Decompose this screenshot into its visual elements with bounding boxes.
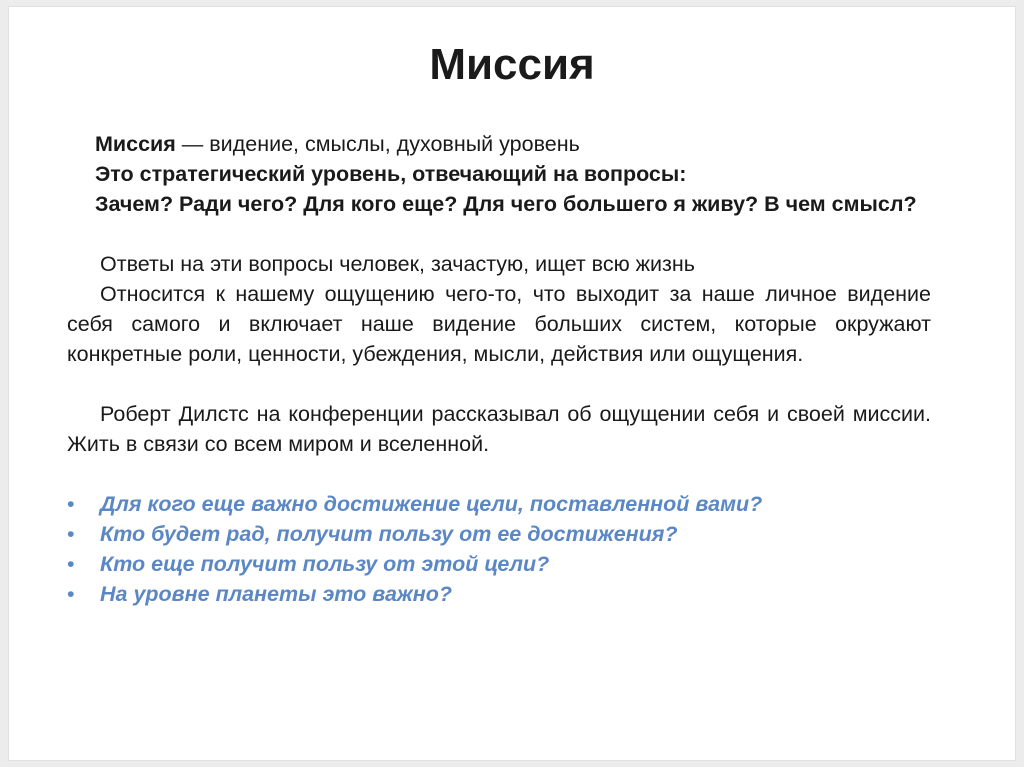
- bullet-icon: •: [67, 582, 75, 606]
- answers-paragraph: Ответы на эти вопросы человек, зачастую, ищет всю жизнь: [100, 252, 695, 276]
- dilts-paragraph: Роберт Дилстс на конференции рассказывал об ощущении себя и своей миссии. Жить в связи со всем миром и вселенной.: [67, 402, 931, 456]
- slide-title: Миссия: [429, 40, 595, 89]
- mission-definition-text: — видение, смыслы, духовный уровень: [175, 132, 580, 156]
- spacer: [67, 219, 931, 249]
- mission-term: Миссия: [95, 132, 176, 156]
- question-text: На уровне планеты это важно?: [100, 582, 452, 606]
- question-item: [67, 489, 931, 519]
- bullet-icon: •: [67, 522, 75, 546]
- spacer: [67, 459, 931, 489]
- question-text: Для кого еще важно достижение цели, поставленной вами?: [100, 492, 763, 516]
- questions-line: Зачем? Ради чего? Для кого еще? Для чего большего я живу? В чем смысл?: [95, 192, 917, 216]
- question-item: [67, 579, 931, 609]
- spacer: [67, 369, 931, 399]
- question-item: [67, 519, 931, 549]
- bullet-icon: •: [67, 492, 75, 516]
- question-list: [67, 489, 931, 609]
- question-item: [67, 549, 931, 579]
- mission-definition: [67, 129, 931, 159]
- question-text: Кто будет рад, получит пользу от ее достижения?: [100, 522, 678, 546]
- relates-paragraph: Относится к нашему ощущению чего-то, что выходит за наше личное видение себя самого и включает наше видение больших систем, которые окружают конкретные роли, ценности, убеждения, мысли, действия или ощущения.: [67, 282, 931, 366]
- strategic-level-line: Это стратегический уровень, отвечающий на вопросы:: [95, 162, 687, 186]
- slide-body: [67, 129, 931, 609]
- slide: [8, 6, 1016, 761]
- question-text: Кто еще получит пользу от этой цели?: [100, 552, 550, 576]
- bullet-icon: •: [67, 552, 75, 576]
